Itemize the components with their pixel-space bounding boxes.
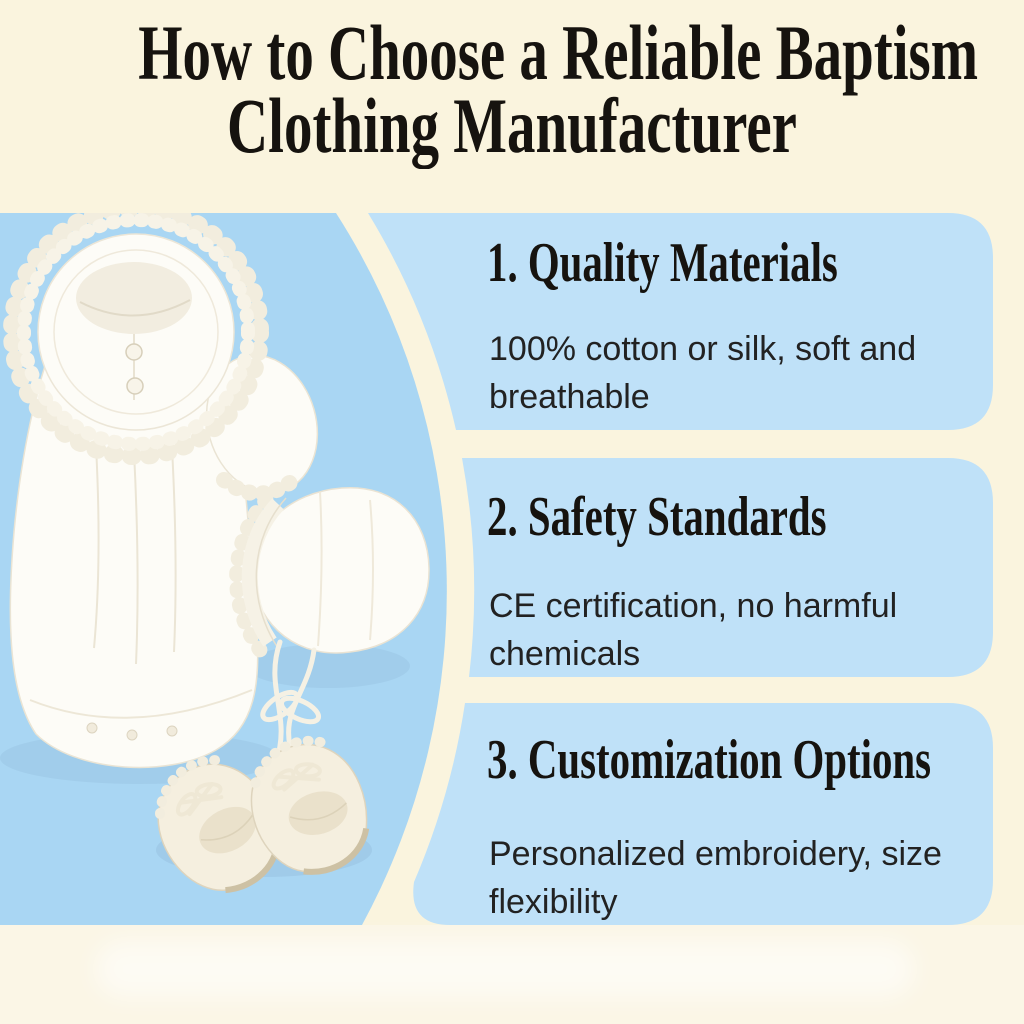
card-safety-standards — [487, 458, 987, 677]
collar-button — [126, 344, 142, 360]
card-3-body: Personalized embroidery, size flexibility — [489, 835, 942, 922]
page-title-line-2: Clothing Manufacturer — [227, 82, 797, 170]
card-1-body: 100% cotton or silk, soft and breathable — [489, 330, 917, 417]
page-title-line-1: How to Choose a Reliable Baptism — [138, 9, 979, 96]
card-customization-options — [487, 703, 987, 925]
card-2-heading: 2. Safety Standards — [487, 486, 827, 548]
card-3-heading: 3. Customization Options — [487, 729, 932, 791]
romper-lace-collar — [12, 208, 260, 456]
collar-button — [127, 378, 143, 394]
card-quality-materials — [487, 213, 987, 430]
card-1-heading: 1. Quality Materials — [487, 232, 838, 294]
card-2-body: CE certification, no harmful chemicals — [489, 587, 898, 674]
